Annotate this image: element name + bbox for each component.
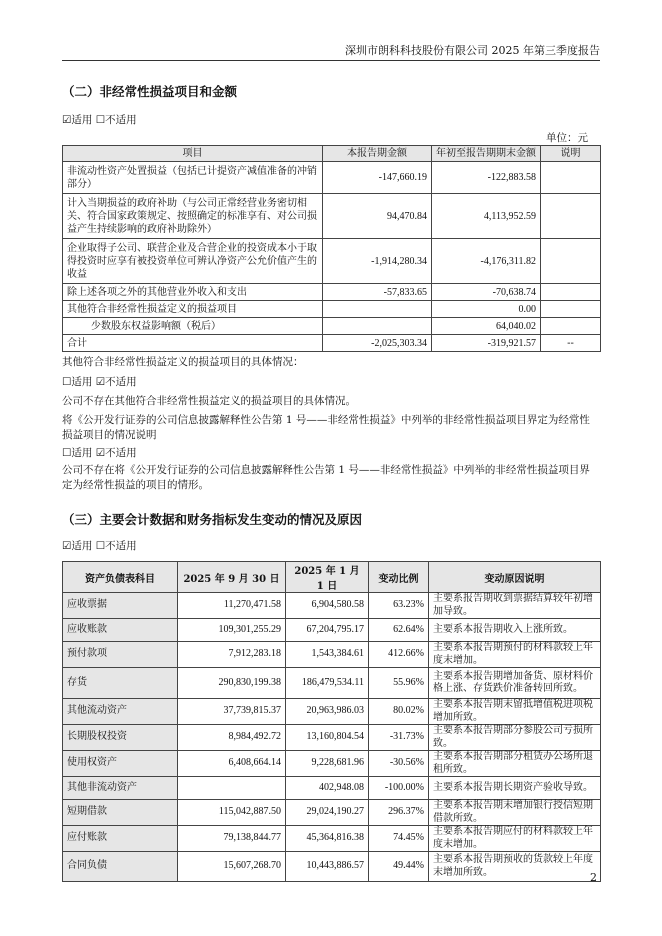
row-account: 短期借款 [63,800,178,826]
table-header-row [63,146,601,162]
row-note [541,194,601,239]
row-ratio: -30.56% [369,751,429,777]
row-reason: 主要系报告期收到票据结算较年初增加导致。 [429,593,601,619]
non-recurring-table [62,145,601,352]
table-row [63,800,601,826]
row-item: 除上述各项之外的其他营业外收入和支出 [63,284,323,301]
row-sep30: 290,830,199.38 [178,668,286,699]
section-2-applicability: ☑适用 ☐不适用 [62,114,137,126]
table-row [63,751,601,777]
col-header-current: 本报告期金额 [323,146,432,162]
row-reason: 主要系本报告期部分租赁办公场所退租所致。 [429,751,601,777]
table-row [63,642,601,668]
table-row [63,619,601,642]
col-header-account: 资产负债表科目 [63,562,178,593]
row-ratio: -31.73% [369,725,429,751]
row-jan1: 67,204,795.17 [286,619,369,642]
row-reason: 主要系本报告期末增加银行授信短期借款所致。 [429,800,601,826]
row-current: -1,914,280.34 [323,239,432,284]
reclassification-applicability: ☐适用 ☑不适用 [62,447,137,459]
section-3-title: （三）主要会计数据和财务指标发生变动的情况及原因 [62,512,363,527]
table-row [63,593,601,619]
row-account: 预付款项 [63,642,178,668]
row-note [541,239,601,284]
row-account: 其他非流动资产 [63,777,178,800]
table-row [63,318,601,335]
section-3-applicability: ☑适用 ☐不适用 [62,540,137,552]
row-sep30: 15,607,268.70 [178,852,286,882]
row-reason: 主要系本报告期预付的材料款较上年度末增加。 [429,642,601,668]
row-sep30: 11,270,471.58 [178,593,286,619]
table-row [63,777,601,800]
row-sep30: 115,042,887.50 [178,800,286,826]
row-jan1: 13,160,804.54 [286,725,369,751]
row-jan1: 402,948.08 [286,777,369,800]
row-ytd: -122,883.58 [432,162,541,194]
section-2-title: （二）非经常性损益项目和金额 [62,84,238,99]
row-reason: 主要系本报告期部分参股公司亏损所致。 [429,725,601,751]
row-jan1: 9,228,681.96 [286,751,369,777]
row-note [541,301,601,318]
row-item: 少数股东权益影响额（税后） [63,318,323,335]
row-current: -57,833.65 [323,284,432,301]
row-sep30: 7,912,283.18 [178,642,286,668]
table-row [63,162,601,194]
table-row [63,699,601,725]
row-account: 存货 [63,668,178,699]
table-row [63,725,601,751]
header-divider [62,60,600,61]
row-ratio: 80.02% [369,699,429,725]
other-items-applicability: ☐适用 ☑不适用 [62,376,137,388]
row-ytd: -319,921.57 [432,335,541,352]
row-ratio: 63.23% [369,593,429,619]
row-reason: 主要系本报告期长期资产验收导致。 [429,777,601,800]
table-row [63,301,601,318]
row-ratio: 412.66% [369,642,429,668]
other-items-text: 公司不存在其他符合非经常性损益定义的损益项目的具体情况。 [62,395,356,407]
row-current: -147,660.19 [323,162,432,194]
row-ratio: -100.00% [369,777,429,800]
row-item: 非流动性资产处置损益（包括已计提资产减值准备的冲销部分） [63,162,323,194]
row-sep30 [178,777,286,800]
row-current [323,318,432,335]
row-sep30: 6,408,664.14 [178,751,286,777]
table-row [63,668,601,699]
row-reason: 主要系本报告期收入上涨所致。 [429,619,601,642]
table-row [63,826,601,852]
report-header: 深圳市朗科科技股份有限公司 2025 年第三季度报告 [345,44,600,57]
row-current: 94,470.84 [323,194,432,239]
row-account: 合同负债 [63,852,178,882]
row-ytd: 0.00 [432,301,541,318]
row-ratio: 55.96% [369,668,429,699]
row-note [541,162,601,194]
table-total-row [63,335,601,352]
row-ytd: -70,638.74 [432,284,541,301]
row-reason: 主要系本报告期预收的货款较上年度末增加所致。 [429,852,601,882]
col-header-ytd: 年初至报告期期末金额 [432,146,541,162]
row-account: 应付账款 [63,826,178,852]
reclassification-text: 公司不存在将《公开发行证券的公司信息披露解释性公告第 1 号——非经常性损益》中列举的非经常性损益项目界定为经常性损益的项目的情形。 [62,464,590,491]
table-row [63,852,601,882]
reclassification-heading: 将《公开发行证券的公司信息披露解释性公告第 1 号——非经常性损益》中列举的非经常性损益项目界定为经常性损益项目的情况说明 [62,414,590,441]
col-header-reason: 变动原因说明 [429,562,601,593]
row-jan1: 6,904,580.58 [286,593,369,619]
row-ratio: 74.45% [369,826,429,852]
row-item: 其他符合非经常性损益定义的损益项目 [63,301,323,318]
row-account: 其他流动资产 [63,699,178,725]
row-account: 长期股权投资 [63,725,178,751]
col-header-sep30: 2025 年 9 月 30 日 [178,562,286,593]
col-header-ratio: 变动比例 [369,562,429,593]
row-jan1: 45,364,816.38 [286,826,369,852]
row-ytd: 4,113,952.59 [432,194,541,239]
table-header-row [63,562,601,593]
other-items-heading: 其他符合非经常性损益定义的损益项目的具体情况： [62,356,304,368]
row-jan1: 10,443,886.57 [286,852,369,882]
row-ratio: 62.64% [369,619,429,642]
row-item: 企业取得子公司、联营企业及合营企业的投资成本小于取得投资时应享有被投资单位可辨认净资产公允价值产生的收益 [63,239,323,284]
row-ratio: 296.37% [369,800,429,826]
row-ytd: -4,176,311.82 [432,239,541,284]
row-reason: 主要系本报告期末留抵增值税进项税增加所致。 [429,699,601,725]
page-number: 2 [590,871,597,884]
row-sep30: 37,739,815.37 [178,699,286,725]
row-account: 应收账款 [63,619,178,642]
row-sep30: 109,301,255.29 [178,619,286,642]
row-jan1: 20,963,986.03 [286,699,369,725]
row-current [323,301,432,318]
table-row [63,284,601,301]
row-note [541,284,601,301]
row-item: 合计 [63,335,323,352]
row-item: 计入当期损益的政府补助（与公司正常经营业务密切相关、符合国家政策规定、按照确定的标准享有、对公司损益产生持续影响的政府补助除外） [63,194,323,239]
row-reason: 主要系本报告期增加备货、原材料价格上涨、存货跌价准备转回所致。 [429,668,601,699]
col-header-item: 项目 [63,146,323,162]
row-ytd: 64,040.02 [432,318,541,335]
balance-change-table [62,561,601,882]
row-account: 应收票据 [63,593,178,619]
col-header-note: 说明 [541,146,601,162]
unit-label: 单位：元 [546,132,588,144]
row-note: -- [541,335,601,352]
row-account: 使用权资产 [63,751,178,777]
row-reason: 主要系本报告期应付的材料款较上年度末增加。 [429,826,601,852]
row-current: -2,025,303.34 [323,335,432,352]
row-ratio: 49.44% [369,852,429,882]
row-jan1: 1,543,384.61 [286,642,369,668]
table-row [63,239,601,284]
row-sep30: 79,138,844.77 [178,826,286,852]
row-note [541,318,601,335]
row-jan1: 186,479,534.11 [286,668,369,699]
row-sep30: 8,984,492.72 [178,725,286,751]
table-row [63,194,601,239]
col-header-jan1: 2025 年 1 月 1 日 [286,562,369,593]
row-jan1: 29,024,190.27 [286,800,369,826]
